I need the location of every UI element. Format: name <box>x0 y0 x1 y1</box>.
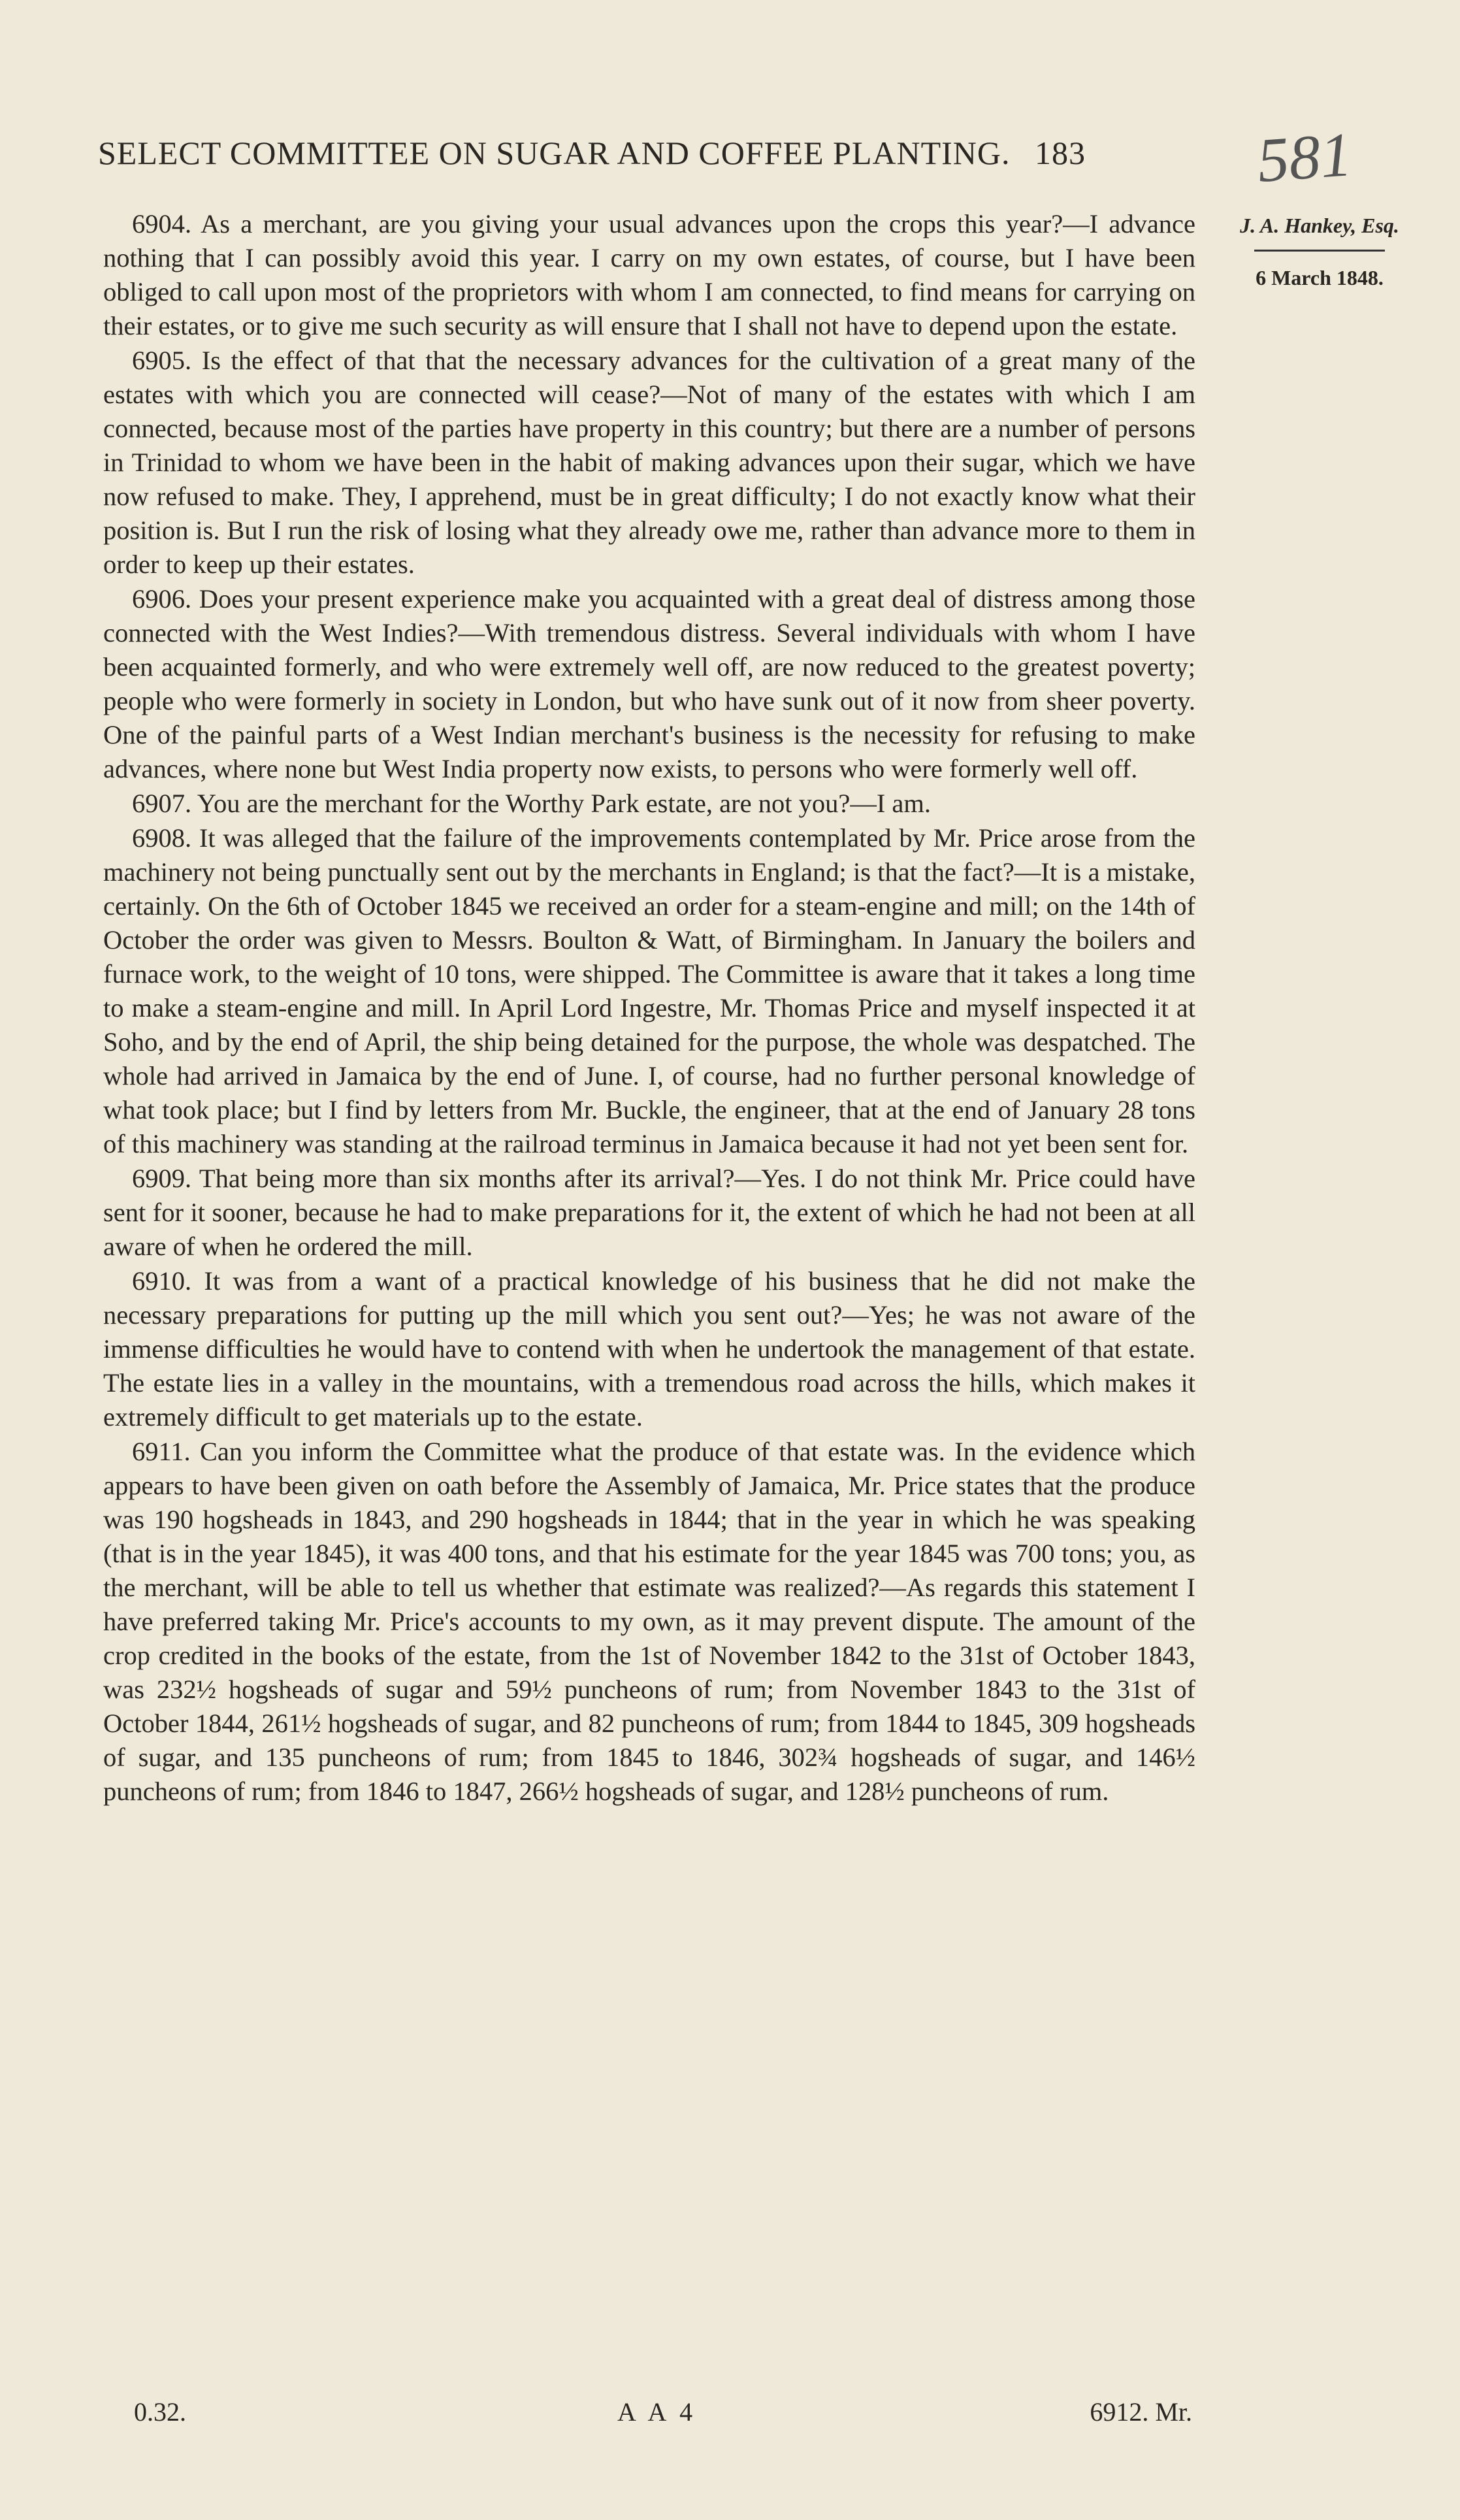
footer-code: 0.32. <box>134 2397 186 2427</box>
page-number: 183 <box>1035 135 1086 171</box>
paragraph-6910: 6910. It was from a want of a practical knowledge of his business that he did not make the necessary preparations for putting up the mill which you sent out?—Yes; he was not aware of the immense difficulties he would have to contend with when he undertook the management of that estate. The estate lies in a valley in the mountains, with a tremendous road across the hills, which makes it extremely difficult to get materials up to the estate. <box>103 1266 1195 1432</box>
paragraph-6909: 6909. That being more than six months after its arrival?—Yes. I do not think Mr. Price could have sent for it sooner, because he had to make preparations for it, the extent of which he had not been at all aware of when he ordered the mill. <box>103 1164 1195 1261</box>
witness-name: J. A. Hankey, Esq. <box>1240 214 1399 237</box>
catchword: 6912. Mr. <box>1090 2397 1192 2427</box>
signature-mark: A A 4 <box>617 2397 697 2427</box>
hearing-date: 6 March 1848. <box>1256 266 1384 289</box>
paragraph-6911: 6911. Can you inform the Committee what the produce of that estate was. In the evidence which appears to have been given on oath before the Assembly of Jamaica, Mr. Price states that the produce was 190 hogsheads in 1843, and 290 hogsheads in 1844; that in the year in which he was speaking (that is in the year 1845), it was 400 tons, and that his estimate for the year 1845 was 700 tons; you, as the merchant, will be able to tell us whether that estimate was realized?—As regards this statement I have preferred taking Mr. Price's accounts to my own, as it may prevent dispute. The amount of the crop credited in the books of the estate, from the 1st of November 1842 to the 31st of October 1843, was 232½ hogsheads of sugar and 59½ puncheons of rum; from November 1843 to the 31st of October 1844, 261½ hogsheads of sugar, and 82 puncheons of rum; from 1844 to 1845, 309 hogsheads of sugar, and 135 puncheons of rum; from 1845 to 1846, 302¾ hogsheads of sugar, and 146½ puncheons of rum; from 1846 to 1847, 266½ hogsheads of sugar, and 128½ puncheons of rum. <box>103 1437 1195 1806</box>
page-footer <box>134 2397 1192 2436</box>
paragraph-6904: 6904. As a merchant, are you giving your usual advances upon the crops this year?—I advance nothing that I can possibly avoid this year. I carry on my own estates, of course, but I have been obliged to call upon most of the proprietors with whom I am connected, to find means for carrying on their estates, or to give me such security as will ensure that I shall not have to depend upon the estate. <box>103 209 1195 340</box>
paragraph-6908: 6908. It was alleged that the failure of the improvements contemplated by Mr. Price arose from the machinery not being punctually sent out by the merchants in England; is that the fact?—It is a mistake, certainly. On the 6th of October 1845 we received an order for a steam-engine and mill; on the 14th of October the order was given to Messrs. Boulton & Watt, of Birmingham. In January the boilers and furnace work, to the weight of 10 tons, were shipped. The Committee is aware that it takes a long time to make a steam-engine and mill. In April Lord Ingestre, Mr. Thomas Price and myself inspected it at Soho, and by the end of April, the ship being detained for the purpose, the whole was despatched. The whole had arrived in Jamaica by the end of June. I, of course, had no further personal knowledge of what took place; but I find by letters from Mr. Buckle, the engineer, that at the end of January 28 tons of this machinery was standing at the railroad terminus in Jamaica because it had not yet been sent for. <box>103 823 1195 1158</box>
body-text <box>103 207 1195 1809</box>
paragraph-6905: 6905. Is the effect of that that the necessary advances for the cultivation of a great many of the estates with which you are connected will cease?—Not of many of the estates with which I am connected, because most of the parties have property in this country; but there are a number of persons in Trinidad to whom we have been in the habit of making advances upon their sugar, which we have now refused to make. They, I apprehend, must be in great difficulty; I do not exactly know what their position is. But I run the risk of losing what they already owe me, rather than advance more to them in order to keep up their estates. <box>103 346 1195 579</box>
handwritten-folio-number: 581 <box>1255 119 1354 195</box>
margin-rule <box>1254 250 1385 252</box>
header-title: SELECT COMMITTEE ON SUGAR AND COFFEE PLANTING. <box>98 135 1011 171</box>
running-header <box>98 134 1209 172</box>
paragraph-6907: 6907. You are the merchant for the Worthy Park estate, are not you?—I am. <box>132 789 932 818</box>
paragraph-6906: 6906. Does your present experience make you acquainted with a great deal of distress among those connected with the West Indies?—With tremendous distress. Several individuals with whom I have been acquainted formerly, and who were extremely well off, are now reduced to the greatest poverty; people who were formerly in society in London, but who have sunk out of it now from sheer poverty. One of the painful parts of a West Indian merchant's business is the necessity for refusing to make advances, where none but West India property now exists, to persons who were formerly well off. <box>103 584 1195 783</box>
margin-note <box>1218 214 1421 290</box>
